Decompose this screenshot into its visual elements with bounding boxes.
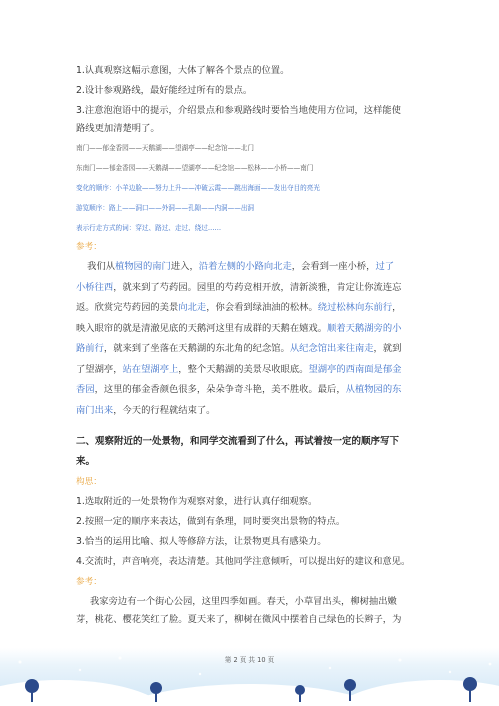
reference-essay-1: [76, 257, 428, 421]
walking-words: 表示行走方式的词：穿过、路过、走过、绕过……: [76, 224, 222, 232]
reference-label: 参考：: [76, 577, 102, 587]
list-item-continuation: 路线更加清楚明了。: [76, 123, 160, 134]
section-2-title: 二、观察附近的一处景物，和同学交流看到了什么，再试着按一定的顺序写下: [76, 436, 400, 447]
essay-line: 了望湖亭，站在望湖亭上，整个天鹅湖的美景尽收眼底。望湖亭的西南面是郁金: [76, 363, 402, 375]
essay-line: 香园，这里的郁金香颜色很多，朵朵争奇斗艳，美不胜收。最后，从植物园的东: [76, 384, 402, 395]
essay-line: 我家旁边有一个街心公园，这里四季如画。春天，小草冒出头，柳树抽出嫩: [90, 596, 397, 607]
list-item: 2.按照一定的顺序来表达，做到有条理，同时要突出景物的特点。: [76, 516, 346, 527]
list-item: 3.恰当的运用比喻、拟人等修辞方法，让景物更具有感染力。: [76, 536, 327, 547]
change-order: 变化的顺序：小羊边脸——努力上升——冲破云霞——跳出海面——发出夺目的亮光: [76, 184, 320, 192]
section-2-title-continuation: 来。: [76, 456, 96, 467]
route-2: 东南门——郁金香园——天鹅湖——望湖亭——纪念馆——松林——小桥——南门: [76, 164, 314, 172]
essay-line: 返。欣赏完芍药园的美景向北走，你会看到绿油油的松林。绕过松林向东前行，: [76, 302, 402, 313]
visit-order: 游览顺序：路上——洞口——外洞——孔隙——内洞——出洞: [76, 204, 255, 212]
essay-line: 小桥往西，就来到了芍药园。园里的芍药竞相开放，清新淡雅，肯定让你流连忘: [76, 281, 402, 293]
list-item: 3.注意泡泡语中的提示，介绍景点和参观路线时要恰当地使用方位词，这样能使: [76, 105, 401, 116]
reference-label: 参考：: [76, 242, 102, 252]
essay-line: 芽，桃花、樱花笑红了脸。夏天来了，柳树在微风中摆着自己绿色的长辫子，为: [76, 614, 402, 625]
essay-line: 南门出来，今天的行程就结束了。: [76, 404, 216, 416]
idea-label: 构思：: [76, 477, 102, 487]
list-item: 2.设计参观路线，最好能经过所有的景点。: [76, 85, 253, 96]
route-1: 南门——郁金香园——天鹅湖——望湖亭——纪念馆——北门: [76, 144, 255, 152]
list-item: 1.认真观察这幅示意图，大体了解各个景点的位置。: [76, 65, 290, 76]
essay-line: 映入眼帘的就是清澈见底的天鹅河这里有成群的天鹅在嬉戏。顺着天鹅湖旁的小: [76, 322, 402, 334]
list-item: 4.交流时，声音响亮，表达清楚。其他同学注意倾听，可以提出好的建议和意见。: [76, 556, 411, 567]
essay-line: 路前行，就来到了坐落在天鹅湖的东北角的纪念馆。从纪念馆出来往南走，就到: [76, 343, 402, 354]
list-item: 1.选取附近的一处景物作为观察对象，进行认真仔细观察。: [76, 496, 318, 507]
page-number: 第 2 页 共 10 页: [224, 656, 275, 664]
essay-line: 我们从植物园的南门进入，沿着左侧的小路向北走，会看到一座小桥，过了: [87, 261, 395, 272]
